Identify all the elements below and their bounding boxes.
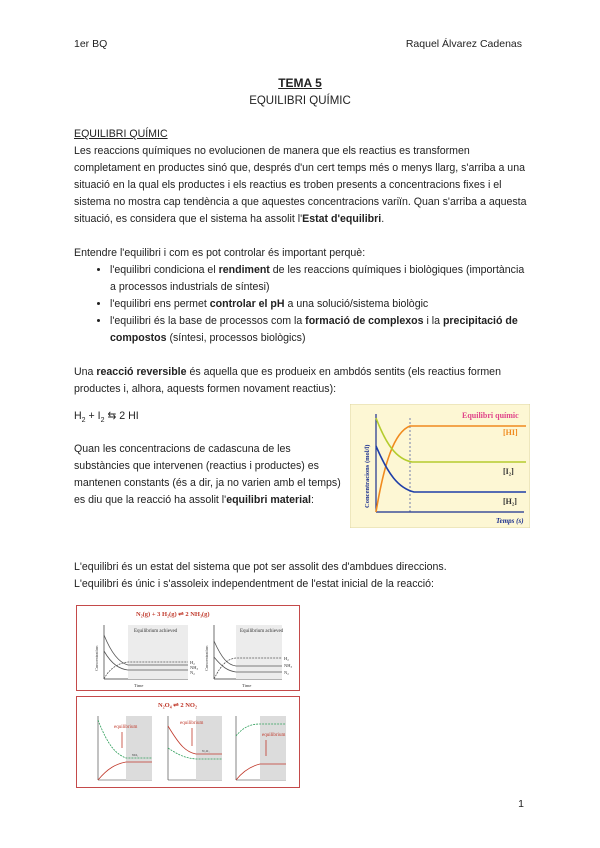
svg-text:H₂: H₂ — [284, 656, 289, 661]
list-item: • l'equilibri ens permet controlar el pH a una solució/sistema biològic — [110, 296, 530, 313]
list-item: • l'equilibri condiciona el rendiment de les reaccions químiques i biològiques (importància a processos industrials de síntesi) — [110, 262, 530, 296]
header-left: 1er BQ — [74, 38, 108, 50]
svg-text:Time: Time — [134, 683, 144, 688]
svg-text:Concentration: Concentration — [94, 645, 99, 671]
svg-text:NO₂: NO₂ — [132, 753, 139, 757]
legend-i2: [I₂] — [503, 467, 514, 476]
chart-x-label: Temps (s) — [496, 517, 524, 525]
page-number: 1 — [518, 798, 524, 810]
legend-h2: [H₂] — [503, 497, 517, 506]
svg-text:H₂: H₂ — [190, 660, 195, 665]
svg-text:NH₃: NH₃ — [190, 665, 199, 670]
reversible-paragraph: Una reacció reversible és aquella que es produeix en ambdós sentits (els reactius formen productes i, alhora, aquests formen novament reactius): — [74, 366, 501, 395]
no2-equilibrium-figure — [76, 696, 300, 788]
intro-paragraph: Les reaccions químiques no evolucionen de manera que els reactius es transformen completament en productes sinó que, després d'un cert temps més o menys llarg, s'arriba a una situació en la qual els productes i els reactius es troben presents a concentracions fixes i el sistema no mostra cap tendència a que aquestes concentracions variïn. Quan s'arriba a aquesta situació, es considera que el sistema ha assolit l'Estat d'equilibri. — [74, 145, 527, 225]
svg-text:Time: Time — [242, 683, 252, 688]
nh3-equation: N₂(g) + 3 H₂(g) ⇌ 2 NH₃(g) — [136, 611, 210, 618]
equilibrium-chart — [350, 404, 530, 528]
page-title: TEMA 5 — [278, 76, 322, 90]
section-heading: EQUILIBRI QUÍMIC — [74, 128, 168, 140]
panel-b-title: Equilibrium achieved — [240, 629, 284, 634]
svg-text:N₂: N₂ — [190, 670, 195, 675]
direction-paragraph: L'equilibri és un estat del sistema que pot ser assolit des d'ambdues direccions. — [74, 561, 447, 573]
unique-paragraph: L'equilibri és únic i s'assoleix independentment de l'estat inicial de la reacció: — [74, 578, 434, 590]
svg-text:NH₃: NH₃ — [284, 663, 293, 668]
page-subtitle: EQUILIBRI QUÍMIC — [249, 95, 351, 107]
main-text — [74, 126, 530, 398]
svg-text:equilibrium: equilibrium — [180, 721, 204, 726]
svg-text:N₂: N₂ — [284, 670, 289, 675]
chart-y-label: Concentracions (mol/l) — [364, 444, 371, 508]
svg-text:equilibrium: equilibrium — [262, 733, 286, 738]
list-item: • l'equilibri és la base de processos com la formació de complexos i la precipitació de compostos (síntesi, processos biològics) — [110, 313, 530, 347]
svg-text:Concentration: Concentration — [204, 645, 209, 671]
importance-list — [74, 262, 530, 347]
reaction-equation: $H_2 + I_2$ ⇆ 2 HI — [74, 410, 139, 425]
header-right: Raquel Álvarez Cadenas — [405, 38, 522, 50]
legend-hi: [HI] — [503, 428, 518, 437]
svg-text:equilibrium: equilibrium — [114, 725, 138, 730]
nh3-equilibrium-figure — [76, 605, 300, 691]
equilibrium-material-paragraph: Quan les concentracions de cadascuna de les substàncies que intervenen (reactius i productes) es mantenen constants (és a dir, ja no varien amb el temps) es diu que la reacció ha assolit l'equilibri material: — [74, 443, 341, 506]
chart-title: Equilibri químic — [462, 411, 519, 420]
panel-a-title: Equilibrium achieved — [134, 629, 178, 634]
no2-equation: N₂O₄ ⇌ 2 NO₂ — [158, 702, 197, 709]
importance-paragraph: Entendre l'equilibri i com es pot controlar és important perquè: — [74, 247, 366, 259]
svg-text:N₂O₄: N₂O₄ — [202, 749, 210, 753]
